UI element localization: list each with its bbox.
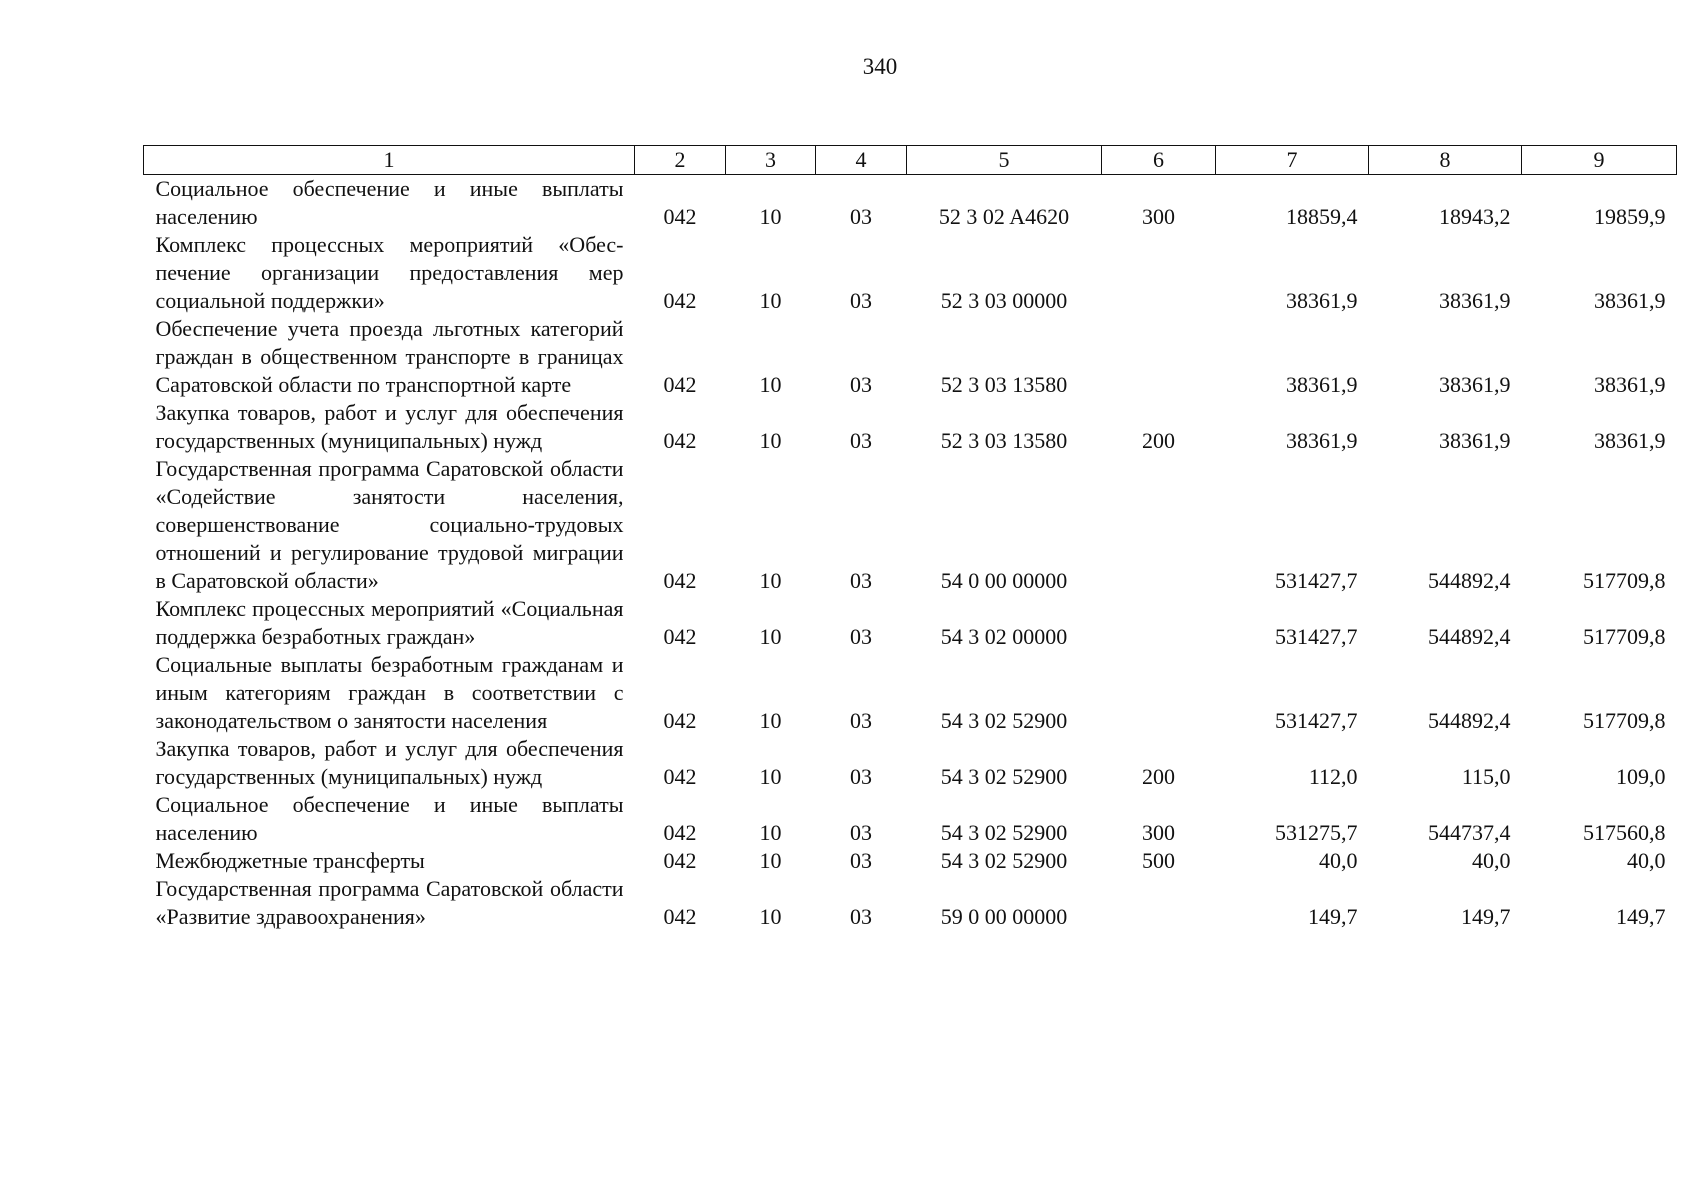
expense-type: 200 [1142, 764, 1175, 789]
table-row [144, 231, 1677, 315]
table-row [144, 847, 1677, 875]
section-code: 10 [759, 624, 782, 649]
subsection-code: 03 [850, 820, 872, 845]
amount-year-1: 531275,7 [1275, 820, 1358, 845]
expense-type [1102, 455, 1216, 595]
amount-year-3: 517709,8 [1583, 708, 1666, 733]
section-code: 10 [759, 288, 782, 313]
amount-year-3: 40,0 [1627, 848, 1666, 873]
target-article: 52 3 03 13580 [940, 372, 1068, 397]
section-code: 10 [759, 764, 782, 789]
row-description: Закупка товаров, работ и услуг для обеспечения государственных (муниципальных) нужд [155, 736, 624, 789]
budget-table [143, 145, 1677, 931]
amount-year-3: 38361,9 [1594, 372, 1666, 397]
row-description: Комплекс процессных мероприятий «Обеспечение организации предоставления мер социальной поддержки» [155, 232, 624, 313]
col-header-8: 8 [1369, 146, 1522, 175]
expense-type: 300 [1142, 820, 1175, 845]
subsection-code: 03 [850, 428, 872, 453]
col-header-3: 3 [726, 146, 816, 175]
amount-year-2: 149,7 [1461, 904, 1511, 929]
subsection-code: 03 [850, 848, 872, 873]
target-article: 52 3 03 13580 [940, 428, 1068, 453]
table-row [144, 399, 1677, 455]
column-number-header [144, 146, 1677, 175]
target-article: 54 3 02 52900 [940, 708, 1068, 733]
subsection-code: 03 [850, 372, 872, 397]
expense-type [1102, 651, 1216, 735]
ministry-code: 042 [663, 624, 697, 649]
amount-year-2: 115,0 [1461, 764, 1511, 789]
amount-year-1: 38361,9 [1286, 288, 1358, 313]
target-article: 54 3 02 52900 [940, 848, 1068, 873]
amount-year-3: 149,7 [1616, 904, 1666, 929]
col-header-2: 2 [635, 146, 726, 175]
subsection-code: 03 [850, 204, 872, 229]
amount-year-2: 38361,9 [1439, 288, 1511, 313]
target-article: 54 3 02 52900 [940, 820, 1068, 845]
amount-year-3: 109,0 [1616, 764, 1666, 789]
target-article: 52 3 03 00000 [940, 288, 1068, 313]
section-code: 10 [759, 848, 782, 873]
amount-year-2: 38361,9 [1439, 428, 1511, 453]
ministry-code: 042 [663, 428, 697, 453]
section-code: 10 [759, 428, 782, 453]
ministry-code: 042 [663, 764, 697, 789]
col-header-9: 9 [1522, 146, 1677, 175]
table-row [144, 595, 1677, 651]
target-article: 54 3 02 00000 [940, 624, 1068, 649]
section-code: 10 [759, 820, 782, 845]
target-article: 52 3 02 A4620 [938, 204, 1070, 229]
ministry-code: 042 [663, 904, 697, 929]
ministry-code: 042 [663, 568, 697, 593]
expense-type: 500 [1142, 848, 1175, 873]
col-header-6: 6 [1102, 146, 1216, 175]
subsection-code: 03 [850, 764, 872, 789]
amount-year-1: 38361,9 [1286, 372, 1358, 397]
subsection-code: 03 [850, 568, 872, 593]
row-description: Социальное обеспечение и иные выплаты населению [155, 176, 624, 229]
amount-year-3: 38361,9 [1594, 428, 1666, 453]
table-row [144, 455, 1677, 595]
amount-year-3: 517709,8 [1583, 624, 1666, 649]
table-row [144, 735, 1677, 791]
section-code: 10 [759, 372, 782, 397]
subsection-code: 03 [850, 708, 872, 733]
table-row [144, 175, 1677, 232]
table-row [144, 791, 1677, 847]
amount-year-1: 112,0 [1308, 764, 1358, 789]
amount-year-2: 544737,4 [1428, 820, 1511, 845]
expense-type: 200 [1142, 428, 1175, 453]
row-description: Закупка товаров, работ и услуг для обеспечения государственных (муниципальных) нужд [155, 400, 624, 453]
amount-year-1: 40,0 [1319, 848, 1358, 873]
ministry-code: 042 [663, 288, 697, 313]
amount-year-2: 18943,2 [1439, 204, 1511, 229]
target-article: 54 0 00 00000 [940, 568, 1068, 593]
row-description: Межбюджетные трансферты [155, 848, 425, 873]
expense-type: 300 [1142, 204, 1175, 229]
col-header-4: 4 [816, 146, 907, 175]
amount-year-3: 517560,8 [1583, 820, 1666, 845]
ministry-code: 042 [663, 708, 697, 733]
expense-type [1102, 315, 1216, 399]
amount-year-2: 40,0 [1472, 848, 1511, 873]
col-header-1: 1 [144, 146, 635, 175]
ministry-code: 042 [663, 848, 697, 873]
col-header-7: 7 [1216, 146, 1369, 175]
ministry-code: 042 [663, 372, 697, 397]
col-header-5: 5 [907, 146, 1102, 175]
amount-year-1: 18859,4 [1286, 204, 1358, 229]
target-article: 59 0 00 00000 [940, 904, 1068, 929]
amount-year-3: 38361,9 [1594, 288, 1666, 313]
row-description: Социальное обеспечение и иные выплаты населению [155, 792, 624, 845]
section-code: 10 [759, 204, 782, 229]
row-description: Социальные выплаты безработным гражданам и иным категориям граждан в соответствии с законодательством о занятости населения [155, 652, 624, 733]
table-row [144, 315, 1677, 399]
amount-year-2: 38361,9 [1439, 372, 1511, 397]
page-number: 340 [862, 54, 898, 79]
expense-type [1102, 595, 1216, 651]
amount-year-1: 149,7 [1308, 904, 1358, 929]
amount-year-1: 531427,7 [1275, 568, 1358, 593]
subsection-code: 03 [850, 624, 872, 649]
amount-year-2: 544892,4 [1428, 708, 1511, 733]
row-description: Комплекс процессных мероприятий «Социальная поддержка безработных граждан» [155, 596, 624, 649]
target-article: 54 3 02 52900 [940, 764, 1068, 789]
amount-year-2: 544892,4 [1428, 568, 1511, 593]
ministry-code: 042 [663, 820, 697, 845]
ministry-code: 042 [663, 204, 697, 229]
amount-year-1: 531427,7 [1275, 708, 1358, 733]
row-description: Государственная программа Саратовской области «Содействие занятости населения, совершенствование социально-трудовых отношений и регулирование трудовой миграции в Саратовской области» [155, 456, 624, 593]
expense-type [1102, 875, 1216, 931]
table-row [144, 651, 1677, 735]
section-code: 10 [759, 568, 782, 593]
section-code: 10 [759, 904, 782, 929]
table-row [144, 875, 1677, 931]
expense-type [1102, 231, 1216, 315]
amount-year-1: 38361,9 [1286, 428, 1358, 453]
subsection-code: 03 [850, 904, 872, 929]
row-description: Обеспечение учета проезда льготных категорий граждан в общественном транспорте в границах Саратовской области по транспортной карте [155, 316, 624, 397]
amount-year-1: 531427,7 [1275, 624, 1358, 649]
subsection-code: 03 [850, 288, 872, 313]
amount-year-3: 19859,9 [1594, 204, 1666, 229]
amount-year-3: 517709,8 [1583, 568, 1666, 593]
amount-year-2: 544892,4 [1428, 624, 1511, 649]
section-code: 10 [759, 708, 782, 733]
row-description: Государственная программа Саратовской области «Развитие здравоохранения» [155, 876, 624, 929]
